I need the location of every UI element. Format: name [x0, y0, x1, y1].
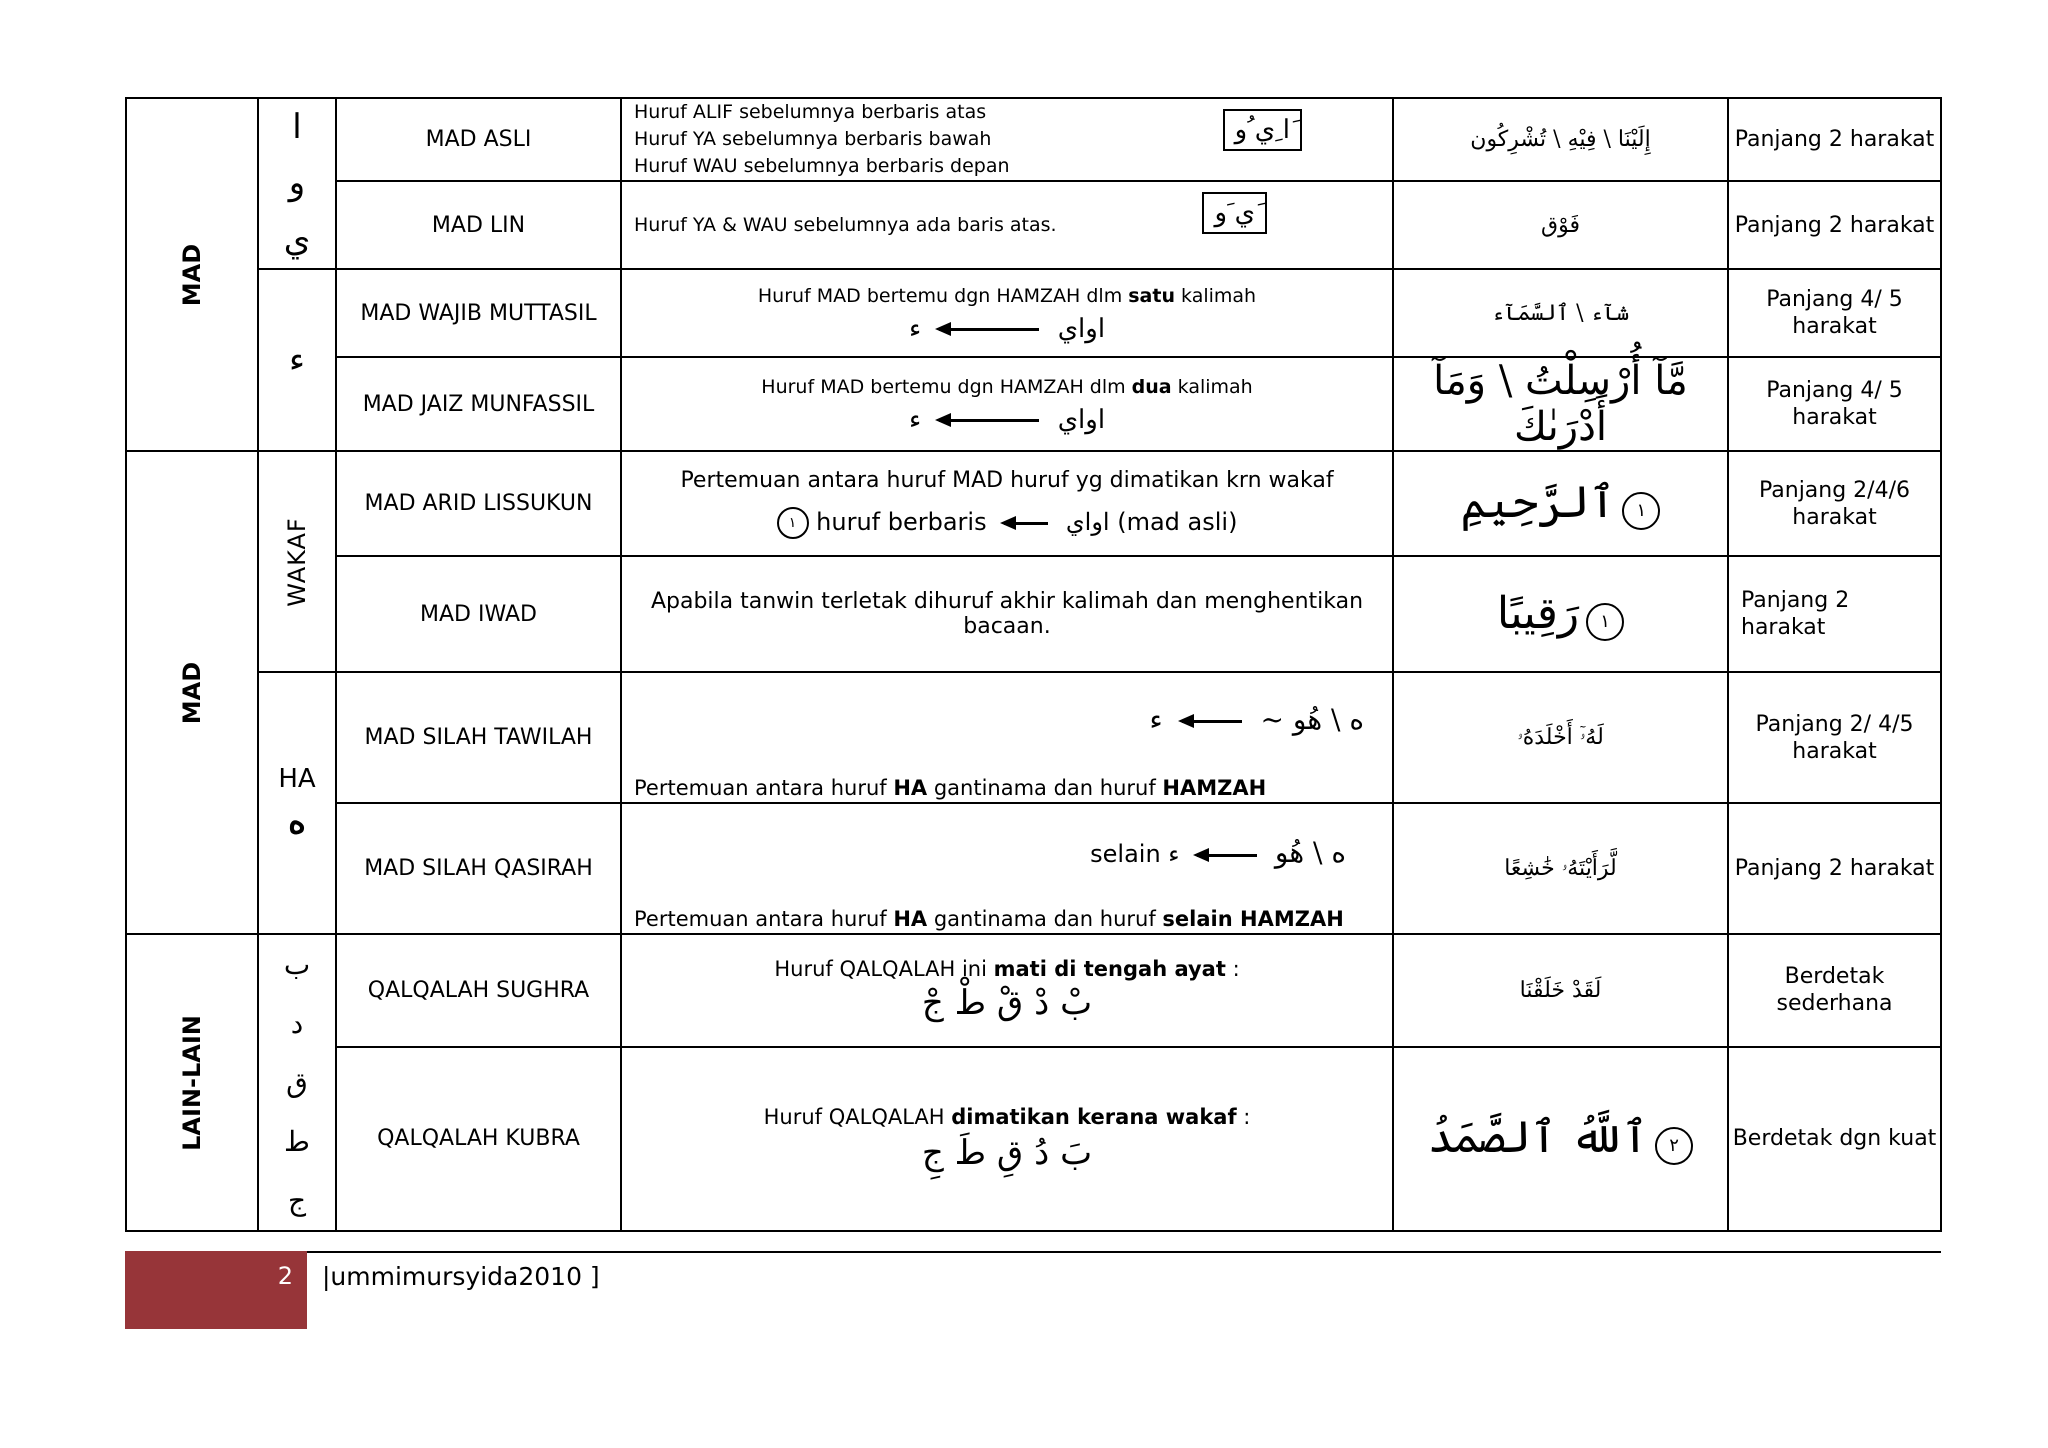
huruf-cell-mad: [258, 98, 336, 269]
rule-name: MAD SILAH TAWILAH: [336, 672, 621, 803]
example: شآء \ ٱلسَّمَآء: [1393, 269, 1728, 357]
row-mad-asli: [126, 98, 1941, 181]
desc-text: Pertemuan antara huruf: [634, 907, 894, 931]
row-mad-jaiz: [126, 357, 1941, 451]
huruf-cell-ha: [258, 672, 336, 934]
row-mad-wajib: [126, 269, 1941, 357]
rule-description: [621, 803, 1393, 934]
rule-text: huruf berbaris: [816, 508, 987, 536]
row-qalqalah-sughra: [126, 934, 1941, 1047]
page-number: 2: [277, 1262, 293, 1290]
huruf-alif: ا: [292, 107, 302, 148]
rule-name: MAD LIN: [336, 181, 621, 269]
example-cell: [1393, 451, 1728, 556]
rule-right: اواي: [1065, 508, 1110, 536]
left-arrow-icon: [1004, 522, 1048, 525]
desc-bold: dimatikan kerana wakaf: [951, 1104, 1237, 1129]
desc-bold: HAMZAH: [1162, 776, 1267, 800]
rule-name: MAD JAIZ MUNFASSIL: [336, 357, 621, 451]
desc-line: Huruf WAU sebelumnya berbaris depan: [634, 155, 1010, 177]
rule-name: MAD SILAH QASIRAH: [336, 803, 621, 934]
desc-bold: HA: [893, 907, 928, 931]
rule-name: MAD WAJIB MUTTASIL: [336, 269, 621, 357]
row-mad-lin: [126, 181, 1941, 269]
huruf-ha-arabic: ه: [288, 802, 306, 842]
rule-right: اواي: [1057, 313, 1106, 344]
desc-text: :: [1225, 957, 1240, 982]
left-arrow-icon: [939, 419, 1039, 422]
rule-description: [621, 357, 1393, 451]
desc-text: Huruf QALQALAH ini: [774, 957, 994, 982]
left-arrow-icon: [1197, 854, 1257, 857]
example-cell: [1393, 1047, 1728, 1231]
desc-text: :: [1236, 1104, 1251, 1129]
huruf-cell-wakaf: [258, 451, 336, 672]
row-qalqalah-kubra: [126, 1047, 1941, 1231]
desc-text: gantinama dan huruf: [927, 776, 1163, 800]
length: Berdetak sederhana: [1728, 934, 1941, 1047]
desc-bold: mati di tengah ayat: [993, 957, 1226, 982]
huruf-wakaf: WAKAF: [283, 516, 311, 607]
length: Panjang 4/ 5 harakat: [1728, 357, 1941, 451]
rule-suffix: (mad asli): [1117, 508, 1238, 536]
desc-text: kalimah: [1175, 284, 1257, 307]
left-arrow-icon: [939, 328, 1039, 331]
footer-text: |ummimursyida2010 ]: [322, 1262, 600, 1291]
desc-line: Pertemuan antara huruf MAD huruf yg dimatikan krn wakaf: [680, 468, 1334, 493]
example: مَّآ أُرْسِلْتُ \ وَمَآ أَدْرَىٰكَ: [1393, 357, 1728, 451]
example: فَوْق: [1393, 181, 1728, 269]
length: Panjang 2 harakat: [1728, 803, 1941, 934]
huruf-ya: ي: [283, 219, 311, 260]
rule-description: [621, 98, 1393, 181]
huruf-dal: د: [290, 1007, 304, 1040]
harakat-box: َي َو: [1202, 192, 1267, 234]
stop-mark-icon: ١: [1622, 492, 1660, 530]
length: Panjang 2/4/6 harakat: [1728, 451, 1941, 556]
length: Berdetak dgn kuat: [1728, 1047, 1941, 1231]
rule-description: [621, 934, 1393, 1047]
stop-mark-icon: ١: [777, 507, 809, 539]
example: رَقِيبًا: [1496, 587, 1580, 639]
rule-left: ء: [908, 404, 922, 435]
row-mad-arid: [126, 451, 1941, 556]
desc-text: Huruf MAD bertemu dgn HAMZAH dlm: [757, 284, 1129, 307]
example: ٱلرَّحِيمِ: [1460, 477, 1616, 528]
rule-right: اواي: [1057, 404, 1106, 435]
qalqalah-letters: بَ دُ قِ طَ جِ: [921, 1132, 1093, 1173]
huruf-cell-qalqalah: [258, 934, 336, 1231]
desc-text: kalimah: [1171, 375, 1253, 398]
group-label: MAD: [178, 661, 206, 724]
rule-description: [621, 181, 1393, 269]
rule-name: QALQALAH KUBRA: [336, 1047, 621, 1231]
example: ٱللَّهُ ٱلصَّمَدُ: [1427, 1112, 1649, 1164]
left-arrow-icon: [1182, 720, 1242, 723]
huruf-qaf: ق: [286, 1066, 308, 1099]
example: لَقَدْ خَلَقْنَا: [1393, 934, 1728, 1047]
rule-description: [621, 1047, 1393, 1231]
rule-name: MAD ASLI: [336, 98, 621, 181]
example: لَّرَأَيْتَهُۥ خَٰشِعًا: [1393, 803, 1728, 934]
length: Panjang 2 harakat: [1728, 181, 1941, 269]
footer-divider: [307, 1251, 1941, 1253]
row-mad-iwad: [126, 556, 1941, 672]
huruf-ta: ط: [284, 1125, 310, 1158]
desc-text: Huruf QALQALAH: [763, 1104, 952, 1129]
huruf-ba: ب: [283, 948, 311, 981]
huruf-hamzah: ء: [289, 340, 305, 380]
desc-line: Huruf YA sebelumnya berbaris bawah: [634, 128, 992, 150]
length: Panjang 4/ 5 harakat: [1728, 269, 1941, 357]
rule-left: ء: [1149, 703, 1163, 736]
stop-mark-icon: ١: [1586, 603, 1624, 641]
rule-name: MAD IWAD: [336, 556, 621, 672]
rule-right: ه \ هُو: [1274, 836, 1346, 869]
desc-bold: dua: [1131, 375, 1172, 398]
row-mad-silah-qasirah: [126, 803, 1941, 934]
group-label: LAIN-LAIN: [178, 1014, 206, 1151]
rule-name: MAD ARID LISSUKUN: [336, 451, 621, 556]
length: Panjang 2/ 4/5 harakat: [1728, 672, 1941, 803]
example: لَهُۥٓ أَخْلَدَهُۥ: [1393, 672, 1728, 803]
huruf-wau: و: [288, 163, 306, 204]
qalqalah-letters: بْ دْ قْ طْ جْ: [921, 983, 1093, 1024]
stop-mark-icon: ٢: [1655, 1127, 1693, 1165]
row-mad-silah-tawilah: [126, 672, 1941, 803]
desc-text: Pertemuan antara huruf: [634, 776, 894, 800]
desc-line: Huruf ALIF sebelumnya berbaris atas: [634, 101, 987, 123]
length: Panjang 2 harakat: [1728, 556, 1941, 672]
huruf-jim: ج: [287, 1184, 307, 1217]
desc-text: Huruf MAD bertemu dgn HAMZAH dlm: [761, 375, 1132, 398]
harakat-box: َا ِي ُو: [1223, 109, 1302, 151]
group-cell-mad-2: [126, 451, 258, 934]
huruf-ha-latin: HA: [278, 764, 316, 794]
rule-description: Apabila tanwin terletak dihuruf akhir kalimah dan menghentikan bacaan.: [621, 556, 1393, 672]
rule-description: [621, 451, 1393, 556]
group-label: MAD: [178, 243, 206, 306]
huruf-cell-hamzah: [258, 269, 336, 451]
rule-left: selain ء: [1090, 840, 1180, 868]
rule-right: ه \ هُو ~: [1260, 703, 1364, 736]
rule-left: ء: [908, 313, 922, 344]
example: إِلَيْنَا \ فِيْهِ \ تُشْرِكُون: [1393, 98, 1728, 181]
length: Panjang 2 harakat: [1728, 98, 1941, 181]
desc-line: Huruf YA & WAU sebelumnya ada baris atas.: [634, 213, 1057, 236]
rule-description: [621, 269, 1393, 357]
desc-bold: HA: [893, 776, 928, 800]
desc-bold: satu: [1128, 284, 1175, 307]
group-cell-mad-1: [126, 98, 258, 451]
desc-bold: selain HAMZAH: [1162, 907, 1344, 931]
rule-name: QALQALAH SUGHRA: [336, 934, 621, 1047]
group-cell-lain: [126, 934, 258, 1231]
tajwid-table: [125, 97, 1942, 1232]
rule-description: [621, 672, 1393, 803]
example-cell: [1393, 556, 1728, 672]
desc-text: gantinama dan huruf: [927, 907, 1163, 931]
